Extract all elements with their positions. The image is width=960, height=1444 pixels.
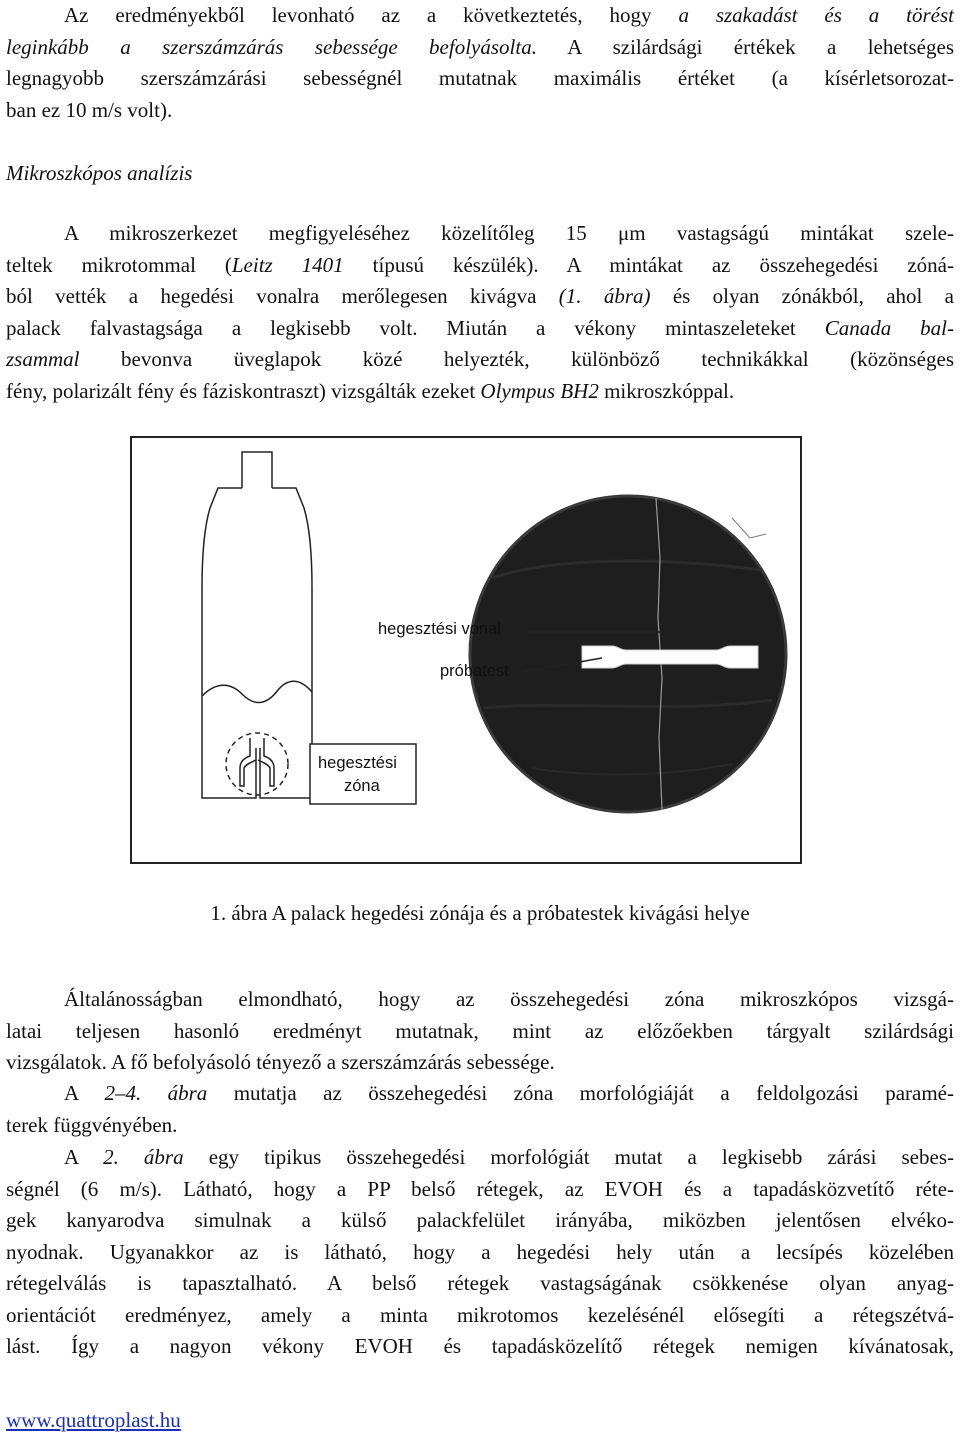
label-weld-zone-line2: zóna [344, 777, 380, 795]
paragraph-microscopy [6, 218, 954, 407]
figure-caption: 1. ábra A palack hegedési zónája és a próbatestek kivágási helye [210, 901, 750, 925]
paragraph-line: ban ez 10 m/s volt). [6, 97, 173, 122]
label-specimen: próbatest [440, 662, 509, 680]
paragraph-line: vizsgálatok. A fő befolyásoló tényező a szerszámzárás sebessége. [6, 1050, 555, 1074]
paragraph-line: leginkább a szerszámzárás sebessége befolyásolta. A szilárdsági értékek a lehetséges [6, 34, 954, 59]
paragraph-line: teltek mikrotommal (Leitz 1401 típusú készülék). A mintákat az összehegedési zóná- [6, 252, 954, 277]
figure-drawing [132, 438, 800, 862]
section-heading: Mikroszkópos analízis [6, 161, 193, 185]
paragraph-figure2 [6, 1142, 954, 1363]
footer-website-link[interactable]: www.quattroplast.hu [6, 1408, 181, 1432]
paragraph-line: zsammal bevonva üveglapok közé helyezték, különböző technikákkal (közönséges [6, 347, 954, 371]
paragraph-line: ségnél (6 m/s). Látható, hogy a PP belső rétegek, az EVOH és a tapadásközvetítő réte- [6, 1176, 954, 1201]
paragraph-line: Az eredményekből levonható az a következtetés, hogy a szakadást és a törést [64, 3, 955, 27]
paragraph-morphology [6, 1078, 954, 1141]
paragraph-line: palack falvastagsága a legkisebb volt. Miután a vékony mintaszeleteket Canada bal- [6, 315, 954, 340]
paragraph-line: A mikroszerkezet megfigyeléséhez közelítőleg 15 μm vastagságú mintákat szele- [64, 221, 954, 245]
liquid-level [202, 681, 312, 702]
weld-zone-circle [226, 733, 288, 795]
paragraph-line: lást. Így a nagyon vékony EVOH és tapadásközelítő rétegek nemigen kívánatosak, [6, 1334, 954, 1358]
label-weld-zone-line1: hegesztési [318, 754, 397, 772]
pinch-off-stem [240, 738, 274, 786]
paragraph-conclusion [6, 0, 954, 126]
paragraph-line: gek kanyarodva simulnak a külső palackfelület irányába, miközben jelentősen elvéko- [6, 1208, 954, 1232]
bottle-cap [242, 452, 272, 488]
bottle-outline [202, 488, 312, 798]
paragraph-line: ból vették a hegedési vonalra merőlegesen kivágva (1. ábra) és olyan zónákból, ahol a [6, 284, 954, 308]
paragraph-line: terek függvényében. [6, 1112, 178, 1137]
paragraph-line: Általánosságban elmondható, hogy az összehegedési zóna mikroszkópos vizsgá- [64, 987, 954, 1011]
paragraph-line: orientációt eredményez, amely a minta mikrotomos kezelésénél elősegíti a rétegszétvá- [6, 1302, 954, 1327]
paragraph-line: latai teljesen hasonló eredményt mutatnak, mint az előzőekben tárgyalt szilárdsági [6, 1018, 954, 1043]
paragraph-line: A 2–4. ábra mutatja az összehegedési zóna morfológiáját a feldolgozási paramé- [64, 1081, 954, 1105]
paragraph-line: legnagyobb szerszámzárási sebességnél mutatnak maximális értéket (a kísérletsorozat- [6, 66, 954, 90]
paragraph-summary [6, 984, 954, 1079]
paragraph-line: rétegelválás is tapasztalható. A belső rétegek vastagságának csökkenése olyan anyag- [6, 1271, 954, 1295]
figure-1 [130, 436, 802, 864]
paragraph-line: nyodnak. Ugyanakkor az is látható, hogy a hegedési hely után a lecsípés közelében [6, 1239, 954, 1264]
paragraph-line: fény, polarizált fény és fáziskontraszt) vizsgálták ezeket Olympus BH2 mikroszkóppal. [6, 378, 735, 403]
paragraph-line: A 2. ábra egy tipikus összehegedési morfológiát mutat a legkisebb zárási sebes- [64, 1145, 954, 1169]
label-weld-line: hegesztési vonal [378, 620, 501, 638]
